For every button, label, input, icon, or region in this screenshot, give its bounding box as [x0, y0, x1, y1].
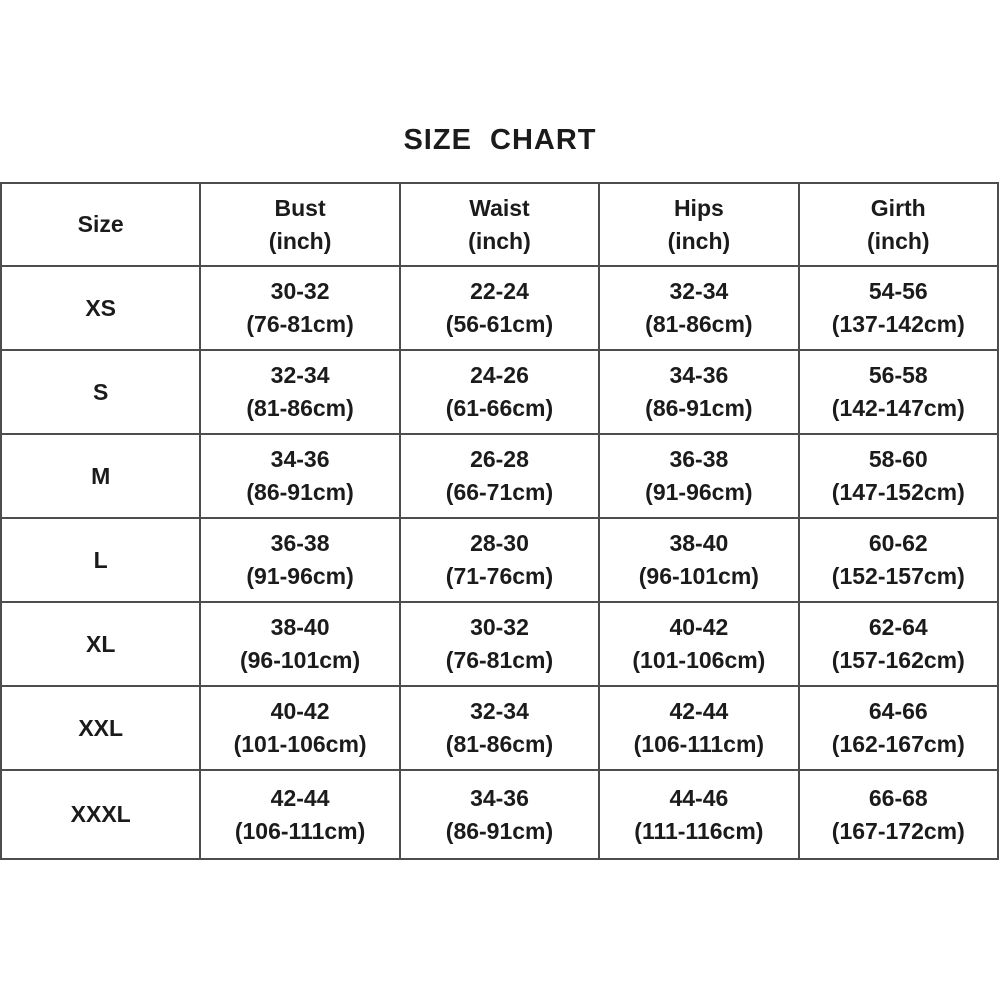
header-unit-waist: (inch) — [468, 227, 531, 254]
bust-inch-value: 32-34 — [270, 362, 330, 388]
table-row-xxxl — [1, 770, 998, 859]
cell-size — [1, 602, 200, 686]
cell-hips — [599, 686, 798, 770]
cell-size — [1, 350, 200, 434]
girth-cm-value: (162-167cm) — [831, 731, 965, 757]
column-header-waist — [400, 183, 599, 266]
girth-inch-value: 64-66 — [868, 698, 928, 724]
cell-girth — [799, 602, 998, 686]
hips-inch-value: 44-46 — [669, 784, 729, 811]
table-row-xxl — [1, 686, 998, 770]
girth-cm-value: (152-157cm) — [831, 563, 965, 589]
hips-cm-value: (86-91cm) — [645, 395, 753, 421]
girth-cm-value: (167-172cm) — [831, 817, 965, 844]
cell-hips — [599, 602, 798, 686]
waist-cm-value: (71-76cm) — [445, 563, 554, 589]
cell-girth — [799, 434, 998, 518]
cell-hips — [599, 518, 798, 602]
table-row-xs — [1, 266, 998, 350]
size-label: XL — [86, 630, 116, 657]
girth-inch-value: 56-58 — [868, 362, 928, 388]
hips-inch-value: 34-36 — [669, 362, 729, 388]
cell-hips — [599, 350, 798, 434]
table-row-l — [1, 518, 998, 602]
girth-inch-value: 62-64 — [868, 614, 928, 640]
cell-size — [1, 770, 200, 859]
cell-bust — [200, 266, 399, 350]
waist-cm-value: (56-61cm) — [445, 311, 554, 337]
cell-girth — [799, 686, 998, 770]
hips-cm-value: (81-86cm) — [645, 311, 753, 337]
hips-inch-value: 36-38 — [669, 446, 729, 472]
cell-hips — [599, 266, 798, 350]
cell-bust — [200, 434, 399, 518]
hips-cm-value: (91-96cm) — [645, 479, 753, 505]
cell-size — [1, 686, 200, 770]
header-label-waist: Waist — [469, 194, 530, 221]
hips-cm-value: (101-106cm) — [632, 647, 766, 673]
bust-cm-value: (81-86cm) — [246, 395, 354, 421]
bust-inch-value: 40-42 — [270, 698, 330, 724]
waist-inch-value: 26-28 — [470, 446, 529, 472]
waist-inch-value: 22-24 — [470, 278, 529, 304]
header-label-girth: Girth — [870, 194, 926, 221]
page-title: SIZE CHART — [403, 124, 597, 156]
waist-cm-value: (86-91cm) — [445, 817, 554, 844]
size-label: L — [93, 546, 108, 573]
cell-bust — [200, 770, 399, 859]
hips-inch-value: 40-42 — [669, 614, 729, 640]
bust-cm-value: (86-91cm) — [246, 479, 354, 505]
column-header-hips — [599, 183, 798, 266]
cell-size — [1, 518, 200, 602]
bust-cm-value: (76-81cm) — [246, 311, 354, 337]
cell-size — [1, 266, 200, 350]
cell-hips — [599, 434, 798, 518]
hips-inch-value: 32-34 — [669, 278, 729, 304]
hips-cm-value: (106-111cm) — [633, 731, 765, 757]
waist-cm-value: (61-66cm) — [445, 395, 554, 421]
header-unit-hips: (inch) — [667, 227, 731, 254]
girth-cm-value: (157-162cm) — [831, 647, 965, 673]
size-label: XXL — [78, 714, 124, 741]
cell-girth — [799, 350, 998, 434]
bust-inch-value: 36-38 — [270, 530, 330, 556]
cell-bust — [200, 518, 399, 602]
header-row — [1, 183, 998, 266]
table-row-xl — [1, 602, 998, 686]
column-header-bust — [200, 183, 399, 266]
header-label-bust: Bust — [274, 194, 326, 221]
size-label: XXXL — [70, 801, 131, 827]
cell-waist — [400, 602, 599, 686]
header-unit-girth: (inch) — [866, 227, 930, 254]
bust-inch-value: 38-40 — [270, 614, 330, 640]
size-label: XS — [85, 294, 117, 321]
waist-inch-value: 34-36 — [470, 784, 529, 811]
cell-waist — [400, 434, 599, 518]
bust-cm-value: (96-101cm) — [239, 647, 361, 673]
bust-cm-value: (91-96cm) — [246, 563, 354, 589]
waist-inch-value: 28-30 — [470, 530, 529, 556]
waist-cm-value: (66-71cm) — [445, 479, 554, 505]
cell-bust — [200, 686, 399, 770]
bust-inch-value: 30-32 — [270, 278, 330, 304]
header-unit-bust: (inch) — [268, 227, 332, 254]
waist-inch-value: 30-32 — [470, 614, 529, 640]
hips-cm-value: (111-116cm) — [634, 817, 764, 844]
waist-cm-value: (81-86cm) — [445, 731, 554, 757]
size-label: S — [93, 378, 109, 405]
size-label: M — [91, 462, 111, 489]
waist-cm-value: (76-81cm) — [445, 647, 554, 673]
header-label-hips: Hips — [673, 194, 724, 221]
hips-inch-value: 42-44 — [669, 698, 729, 724]
cell-bust — [200, 350, 399, 434]
waist-inch-value: 32-34 — [470, 698, 529, 724]
girth-inch-value: 58-60 — [868, 446, 928, 472]
cell-girth — [799, 266, 998, 350]
header-label-size: Size — [77, 211, 124, 237]
girth-cm-value: (142-147cm) — [831, 395, 965, 421]
girth-inch-value: 66-68 — [868, 784, 928, 811]
cell-waist — [400, 518, 599, 602]
cell-size — [1, 434, 200, 518]
cell-waist — [400, 686, 599, 770]
girth-cm-value: (137-142cm) — [831, 311, 965, 337]
table-row-s — [1, 350, 998, 434]
cell-waist — [400, 266, 599, 350]
bust-cm-value: (101-106cm) — [233, 731, 367, 757]
hips-cm-value: (96-101cm) — [638, 563, 759, 589]
cell-girth — [799, 770, 998, 859]
girth-cm-value: (147-152cm) — [831, 479, 965, 505]
cell-waist — [400, 770, 599, 859]
bust-cm-value: (106-111cm) — [234, 817, 366, 844]
column-header-size — [1, 183, 200, 266]
cell-girth — [799, 518, 998, 602]
table-row-m — [1, 434, 998, 518]
cell-waist — [400, 350, 599, 434]
bust-inch-value: 34-36 — [270, 446, 330, 472]
cell-hips — [599, 770, 798, 859]
cell-bust — [200, 602, 399, 686]
hips-inch-value: 38-40 — [669, 530, 729, 556]
size-chart-table — [0, 182, 999, 860]
girth-inch-value: 54-56 — [868, 278, 928, 304]
bust-inch-value: 42-44 — [270, 784, 330, 811]
girth-inch-value: 60-62 — [868, 530, 928, 556]
waist-inch-value: 24-26 — [470, 362, 529, 388]
column-header-girth — [799, 183, 998, 266]
